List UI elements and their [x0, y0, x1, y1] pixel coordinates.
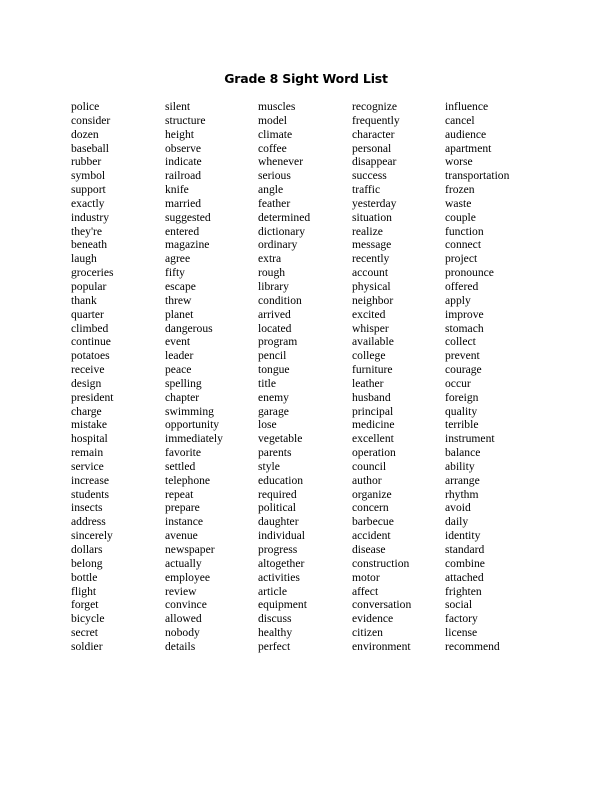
sight-word: concern: [352, 501, 389, 515]
page-title: Grade 8 Sight Word List: [224, 71, 388, 86]
sight-word: escape: [165, 279, 196, 293]
sight-word: realize: [352, 224, 383, 238]
sight-word: medicine: [352, 418, 395, 432]
sight-word: cancel: [445, 113, 475, 127]
sight-word: audience: [445, 127, 487, 141]
sight-word: standard: [445, 543, 485, 556]
sight-word: climate: [258, 127, 293, 141]
sight-word: disappear: [352, 155, 397, 169]
sight-word: style: [258, 459, 280, 473]
sight-word: waste: [445, 196, 472, 210]
sight-word: feather: [258, 196, 291, 210]
sight-word: education: [258, 473, 304, 487]
word-column-1: [71, 100, 114, 654]
sight-word: located: [258, 321, 292, 335]
sight-word: instance: [165, 515, 203, 529]
sight-word: charge: [71, 404, 102, 418]
sight-word: height: [165, 127, 194, 141]
sight-word: telephone: [165, 473, 211, 487]
sight-word: disease: [352, 543, 386, 556]
sight-word: nobody: [165, 626, 200, 640]
sight-word: consider: [71, 113, 111, 127]
sight-word: political: [258, 501, 296, 515]
sight-word: rough: [258, 266, 286, 280]
sight-word: affect: [352, 584, 379, 598]
sight-word: rhythm: [445, 487, 479, 501]
sight-word: social: [445, 598, 473, 612]
sight-word: angle: [258, 183, 284, 197]
sight-word: bottle: [71, 570, 98, 584]
sight-word: perfect: [258, 639, 291, 653]
sight-word: influence: [445, 100, 489, 113]
sight-word: agree: [165, 252, 191, 266]
sight-word: pencil: [258, 349, 287, 363]
sight-word: college: [352, 349, 386, 363]
sight-word: whenever: [258, 155, 304, 169]
sight-word: settled: [165, 459, 196, 473]
sight-word: daily: [445, 515, 469, 529]
word-column-4: [352, 100, 411, 654]
sight-word: secret: [71, 626, 99, 640]
sight-word: forget: [71, 598, 99, 612]
sight-word: recommend: [445, 639, 500, 653]
sight-word: immediately: [165, 432, 223, 446]
sight-word: climbed: [71, 321, 109, 335]
sight-word: observe: [165, 141, 202, 155]
sight-word: vegetable: [258, 432, 303, 446]
sight-word: article: [258, 584, 287, 598]
sight-word: author: [352, 473, 382, 487]
sight-word: opportunity: [165, 418, 220, 432]
sight-word: terrible: [445, 418, 479, 432]
sight-word: environment: [352, 639, 411, 653]
sight-word: ordinary: [258, 238, 298, 252]
sight-word: leather: [352, 376, 384, 390]
sight-word: dangerous: [165, 321, 213, 335]
sight-word: physical: [352, 279, 391, 293]
sight-word: recognize: [352, 100, 398, 113]
sight-word: students: [71, 487, 110, 501]
sight-word: newspaper: [165, 543, 215, 556]
sight-word: excellent: [352, 432, 394, 446]
word-column-5: [445, 100, 509, 654]
sight-word: factory: [445, 612, 478, 626]
sight-word: tongue: [258, 363, 290, 377]
sight-word: married: [165, 196, 202, 210]
sight-word: industry: [71, 210, 110, 224]
sight-word: transportation: [445, 169, 510, 183]
sight-word: frighten: [445, 584, 482, 598]
sight-word: silent: [165, 100, 191, 113]
sight-word: stomach: [445, 321, 484, 335]
sight-word: condition: [258, 293, 302, 307]
sight-word: citizen: [352, 626, 383, 640]
sight-word: program: [258, 335, 298, 349]
sight-word: barbecue: [352, 515, 394, 529]
sight-word: bicycle: [71, 612, 105, 626]
sight-word: repeat: [165, 487, 194, 501]
sight-word: symbol: [71, 169, 106, 183]
sight-word: quarter: [71, 307, 104, 321]
sight-word: actually: [165, 556, 202, 570]
sight-word: knife: [165, 183, 189, 197]
sight-word: equipment: [258, 598, 307, 612]
sight-word: function: [445, 224, 484, 238]
sight-word: recently: [352, 252, 390, 266]
sight-word: prevent: [445, 349, 480, 363]
sight-word: couple: [445, 210, 476, 224]
sight-word: dozen: [71, 127, 99, 141]
word-column-2: [165, 100, 223, 654]
sight-word: foreign: [445, 390, 479, 404]
sight-word: spelling: [165, 376, 202, 390]
sight-word: railroad: [165, 169, 202, 183]
sight-word: connect: [445, 238, 482, 252]
sight-word: instrument: [445, 432, 495, 446]
sight-word: motor: [352, 570, 380, 584]
sight-word: extra: [258, 252, 282, 266]
sight-word: yesterday: [352, 196, 397, 210]
sight-word: occur: [445, 376, 471, 390]
sight-word: situation: [352, 210, 392, 224]
sight-word: enemy: [258, 390, 289, 404]
sight-word: organize: [352, 487, 392, 501]
sight-word: title: [258, 376, 277, 390]
sight-word: progress: [258, 543, 298, 556]
sight-word: furniture: [352, 363, 393, 377]
sight-word: construction: [352, 556, 410, 570]
sight-word: daughter: [258, 515, 299, 529]
sight-word: convince: [165, 598, 207, 612]
sight-word: apartment: [445, 141, 492, 155]
sight-word: thank: [71, 293, 97, 307]
sight-word: rubber: [71, 155, 102, 169]
sight-word: planet: [165, 307, 194, 321]
sight-word: pronounce: [445, 266, 494, 280]
sight-word: receive: [71, 363, 105, 377]
sight-word: service: [71, 459, 104, 473]
sight-word: increase: [71, 473, 109, 487]
sight-word: lose: [258, 418, 277, 432]
sight-word: prepare: [165, 501, 200, 515]
sight-word: model: [258, 113, 287, 127]
sight-word: healthy: [258, 626, 293, 640]
sight-word: baseball: [71, 141, 109, 155]
sight-word: chapter: [165, 390, 200, 404]
sight-word: mistake: [71, 418, 108, 432]
sight-word: popular: [71, 279, 107, 293]
sight-word: offered: [445, 279, 479, 293]
sight-word: soldier: [71, 639, 103, 653]
sight-word: account: [352, 266, 389, 280]
sight-word: frozen: [445, 183, 475, 197]
sight-word: neighbor: [352, 293, 394, 307]
sight-word: police: [71, 100, 100, 113]
sight-word: suggested: [165, 210, 211, 224]
sight-word: individual: [258, 529, 306, 543]
sight-word: groceries: [71, 266, 114, 280]
sight-word: apply: [445, 293, 471, 307]
sight-word: principal: [352, 404, 394, 418]
sight-word: message: [352, 238, 392, 252]
sight-word: threw: [165, 293, 192, 307]
sight-word: entered: [165, 224, 200, 238]
sight-word: arrived: [258, 307, 291, 321]
sight-word: parents: [258, 446, 292, 460]
sight-word: accident: [352, 529, 391, 543]
sight-word: excited: [352, 307, 386, 321]
sight-word: required: [258, 487, 297, 501]
sight-word: personal: [352, 141, 392, 155]
sight-word: balance: [445, 446, 481, 460]
sight-word: serious: [258, 169, 291, 183]
sight-word: swimming: [165, 404, 214, 418]
sight-word: ability: [445, 459, 475, 473]
sight-word: license: [445, 626, 478, 640]
sight-word: available: [352, 335, 394, 349]
sight-word: potatoes: [71, 349, 110, 363]
sight-word: attached: [445, 570, 484, 584]
sight-word: library: [258, 279, 289, 293]
sight-word: leader: [165, 349, 194, 363]
sight-word: insects: [71, 501, 103, 515]
sight-word: design: [71, 376, 102, 390]
sight-word: husband: [352, 390, 391, 404]
sight-word: combine: [445, 556, 485, 570]
sight-word: worse: [445, 155, 473, 169]
sight-word: dictionary: [258, 224, 306, 238]
sight-word: exactly: [71, 196, 105, 210]
sight-word: activities: [258, 570, 300, 584]
sight-word: coffee: [258, 141, 287, 155]
sight-word: favorite: [165, 446, 202, 460]
sight-word: president: [71, 390, 114, 404]
sight-word: belong: [71, 556, 103, 570]
sight-word: indicate: [165, 155, 202, 169]
sight-word: review: [165, 584, 197, 598]
sight-word: collect: [445, 335, 476, 349]
sight-word: employee: [165, 570, 211, 584]
sight-word: success: [352, 169, 387, 183]
sight-word: fifty: [165, 266, 185, 280]
sight-word: continue: [71, 335, 111, 349]
sight-word: dollars: [71, 543, 103, 556]
sight-word: project: [445, 252, 478, 266]
sight-word: sincerely: [71, 529, 113, 543]
word-column-3: [258, 100, 310, 654]
sight-word: whisper: [352, 321, 389, 335]
sight-word: evidence: [352, 612, 394, 626]
sight-word: avenue: [165, 529, 198, 543]
sight-word: determined: [258, 210, 311, 224]
sight-word: beneath: [71, 238, 108, 252]
sight-word: laugh: [71, 252, 97, 266]
sight-word: hospital: [71, 432, 108, 446]
sight-word: operation: [352, 446, 396, 460]
sight-word: peace: [165, 363, 192, 377]
sight-word: conversation: [352, 598, 412, 612]
sight-word: support: [71, 183, 106, 197]
sight-word: discuss: [258, 612, 292, 626]
sight-word: arrange: [445, 473, 480, 487]
sight-word: frequently: [352, 113, 400, 127]
sight-word: they're: [71, 224, 103, 238]
sight-word: identity: [445, 529, 481, 543]
sight-word: magazine: [165, 238, 210, 252]
sight-word: details: [165, 639, 196, 653]
sight-word: improve: [445, 307, 484, 321]
sight-word: altogether: [258, 556, 305, 570]
sight-word: traffic: [352, 183, 381, 197]
sight-word: muscles: [258, 100, 296, 113]
sight-word: courage: [445, 363, 482, 377]
sight-word: avoid: [445, 501, 471, 515]
sight-word: remain: [71, 446, 104, 460]
sight-word: address: [71, 515, 106, 529]
sight-word: council: [352, 459, 387, 473]
sight-word: flight: [71, 584, 97, 598]
sight-word: quality: [445, 404, 478, 418]
sight-word: character: [352, 127, 395, 141]
sight-word: allowed: [165, 612, 202, 626]
sight-word: garage: [258, 404, 289, 418]
sight-word: event: [165, 335, 191, 349]
sight-word: structure: [165, 113, 206, 127]
